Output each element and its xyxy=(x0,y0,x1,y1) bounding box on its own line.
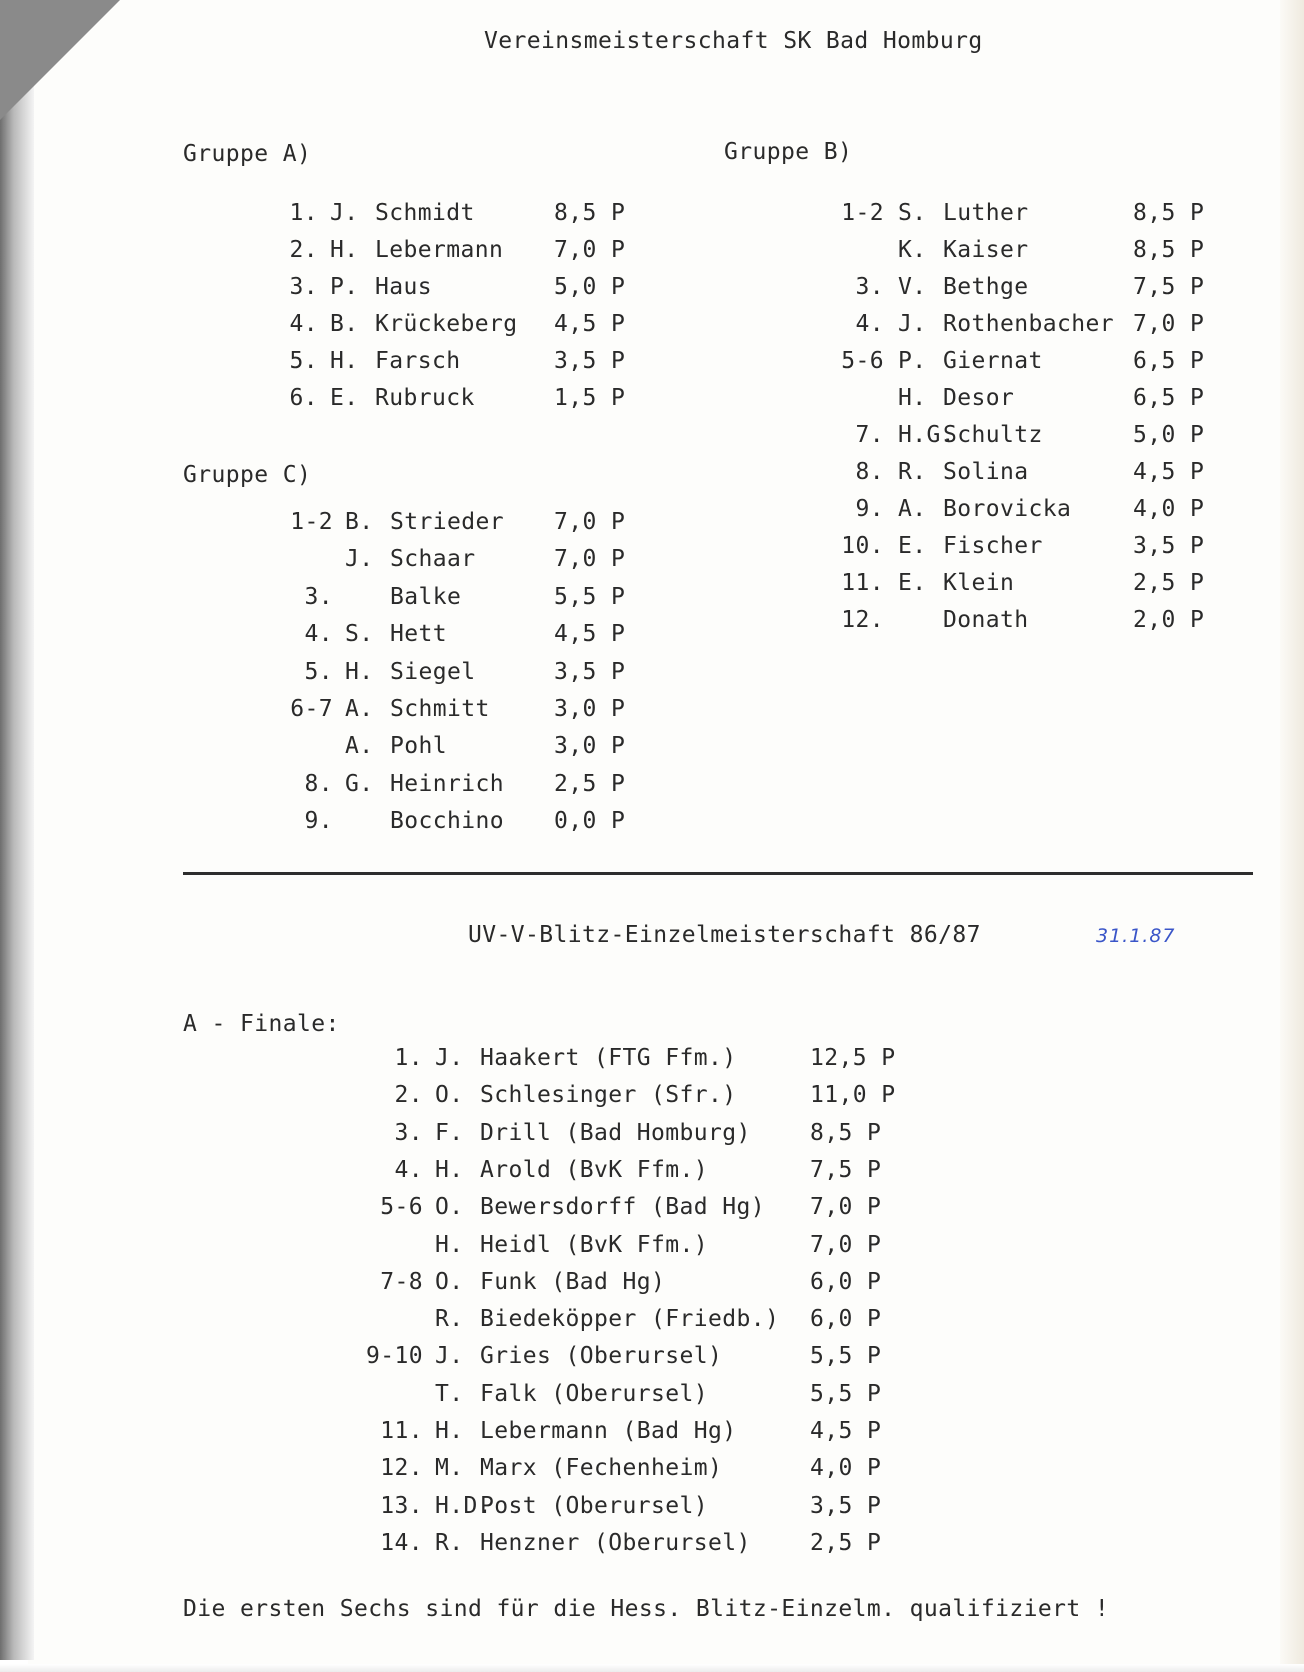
table-row xyxy=(0,735,1304,765)
initial-cell: J. xyxy=(435,1343,464,1370)
points-cell: 0,0 P xyxy=(554,808,626,835)
rank-cell: 5-6 xyxy=(380,1194,423,1221)
rank-cell: 3. xyxy=(304,583,333,610)
points-cell: 4,5 P xyxy=(554,621,626,648)
points-cell: 3,5 P xyxy=(554,348,626,374)
initial-cell: H.G. xyxy=(898,422,955,448)
table-row xyxy=(0,511,1304,541)
name-cell: Strieder xyxy=(390,509,504,535)
name-cell: Borovicka xyxy=(943,496,1072,522)
initial-cell: F. xyxy=(435,1119,464,1146)
points-cell: 4,5 P xyxy=(810,1418,882,1444)
initial-cell: J. xyxy=(435,1045,464,1071)
name-cell: Bewersdorff (Bad Hg) xyxy=(480,1194,765,1221)
points-cell: 6,0 P xyxy=(810,1268,882,1295)
group-b-heading: Gruppe B) xyxy=(724,139,853,165)
page-title: Vereinsmeisterschaft SK Bad Homburg xyxy=(484,28,983,54)
name-cell: Haakert (FTG Ffm.) xyxy=(480,1045,737,1071)
initial-cell: T. xyxy=(435,1380,464,1407)
table-row xyxy=(0,623,1304,653)
initial-cell: H. xyxy=(435,1418,464,1444)
table-row xyxy=(0,350,1304,380)
table-row xyxy=(0,1380,1304,1413)
initial-cell: V. xyxy=(898,274,927,300)
initial-cell: R. xyxy=(435,1306,464,1333)
initial-cell: A. xyxy=(345,696,374,722)
points-cell: 3,5 P xyxy=(1133,533,1205,559)
table-row xyxy=(0,276,1304,306)
initial-cell: O. xyxy=(435,1082,464,1109)
points-cell: 8,5 P xyxy=(1133,237,1205,263)
footer-note: Die ersten Sechs sind für die Hess. Blitz-Einzelm. qualifiziert ! xyxy=(183,1596,1110,1622)
initial-cell: H. xyxy=(435,1231,464,1258)
rank-cell: 9-10 xyxy=(366,1343,423,1370)
points-cell: 6,5 P xyxy=(1133,348,1205,374)
initial-cell: B. xyxy=(345,509,374,535)
table-row xyxy=(0,461,1304,491)
rank-cell: 7-8 xyxy=(380,1268,423,1295)
name-cell: Schlesinger (Sfr.) xyxy=(480,1082,737,1109)
initial-cell: R. xyxy=(435,1529,464,1556)
rank-cell: 4. xyxy=(855,311,884,337)
name-cell: Henzner (Oberursel) xyxy=(480,1529,751,1556)
rank-cell: 10. xyxy=(841,533,884,559)
rank-cell: 11. xyxy=(380,1418,423,1444)
rank-cell: 5. xyxy=(289,348,318,374)
table-row xyxy=(0,1457,1304,1487)
points-cell: 5,5 P xyxy=(554,583,626,610)
initial-cell: M. xyxy=(435,1455,464,1482)
table-row xyxy=(0,239,1304,269)
rank-cell: 2. xyxy=(289,237,318,263)
initial-cell: E. xyxy=(898,570,927,596)
points-cell: 2,0 P xyxy=(1133,607,1205,633)
name-cell: Donath xyxy=(943,607,1029,633)
name-cell: Bethge xyxy=(943,274,1029,300)
table-row xyxy=(0,1308,1304,1338)
points-cell: 8,5 P xyxy=(810,1119,882,1146)
final-heading: A - Finale: xyxy=(183,1011,340,1037)
rank-cell: 6-7 xyxy=(290,696,333,722)
initial-cell: O. xyxy=(435,1194,464,1221)
points-cell: 6,0 P xyxy=(810,1306,882,1333)
initial-cell: J. xyxy=(898,311,927,337)
initial-cell: E. xyxy=(898,533,927,559)
table-row xyxy=(0,1492,1304,1525)
rank-cell: 9. xyxy=(304,808,333,835)
points-cell: 3,0 P xyxy=(554,696,626,722)
initial-cell: H. xyxy=(898,385,927,411)
initial-cell: R. xyxy=(898,459,927,485)
initial-cell: J. xyxy=(330,200,359,226)
name-cell: Rubruck xyxy=(375,385,475,411)
name-cell: Kaiser xyxy=(943,237,1029,263)
name-cell: Drill (Bad Homburg) xyxy=(480,1119,751,1146)
points-cell: 4,0 P xyxy=(1133,496,1205,522)
table-row xyxy=(0,810,1304,840)
initial-cell: A. xyxy=(345,733,374,760)
initial-cell: G. xyxy=(345,770,374,797)
initial-cell: H. xyxy=(330,237,359,263)
points-cell: 12,5 P xyxy=(810,1045,896,1071)
points-cell: 3,5 P xyxy=(810,1492,882,1519)
name-cell: Lebermann (Bad Hg) xyxy=(480,1418,737,1444)
rank-cell: 3. xyxy=(289,274,318,300)
rank-cell: 1. xyxy=(394,1045,423,1071)
table-row xyxy=(0,1268,1304,1301)
rank-cell: 3. xyxy=(855,274,884,300)
group-a-heading: Gruppe A) xyxy=(183,141,312,167)
table-row xyxy=(0,1345,1304,1375)
name-cell: Siegel xyxy=(390,658,476,685)
name-cell: Desor xyxy=(943,385,1015,411)
section-divider xyxy=(183,872,1253,875)
points-cell: 7,0 P xyxy=(810,1231,882,1258)
points-cell: 5,0 P xyxy=(554,274,626,300)
points-cell: 8,5 P xyxy=(1133,200,1205,226)
rank-cell: 12. xyxy=(841,607,884,633)
initial-cell: H. xyxy=(330,348,359,374)
name-cell: Arold (BvK Ffm.) xyxy=(480,1156,708,1183)
rank-cell: 3. xyxy=(394,1119,423,1146)
points-cell: 1,5 P xyxy=(554,385,626,411)
name-cell: Giernat xyxy=(943,348,1043,374)
name-cell: Schultz xyxy=(943,422,1043,448)
table-row xyxy=(0,387,1304,417)
name-cell: Lebermann xyxy=(375,237,504,263)
initial-cell: A. xyxy=(898,496,927,522)
initial-cell: H.D. xyxy=(435,1492,492,1519)
name-cell: Klein xyxy=(943,570,1015,596)
initial-cell: H. xyxy=(435,1156,464,1183)
points-cell: 2,5 P xyxy=(810,1529,882,1556)
initial-cell: P. xyxy=(898,348,927,374)
initial-cell: J. xyxy=(345,546,374,573)
points-cell: 6,5 P xyxy=(1133,385,1205,411)
name-cell: Krückeberg xyxy=(375,311,518,337)
points-cell: 7,5 P xyxy=(1133,274,1205,300)
rank-cell: 2. xyxy=(394,1082,423,1109)
initial-cell: S. xyxy=(345,621,374,648)
table-row xyxy=(0,658,1304,691)
page-bottom-edge xyxy=(0,1664,1304,1672)
name-cell: Heinrich xyxy=(390,770,504,797)
folded-corner xyxy=(0,0,120,120)
table-row xyxy=(0,770,1304,803)
name-cell: Farsch xyxy=(375,348,461,374)
name-cell: Schmitt xyxy=(390,696,490,722)
group-c-heading: Gruppe C) xyxy=(183,462,312,488)
name-cell: Solina xyxy=(943,459,1029,485)
points-cell: 3,5 P xyxy=(554,658,626,685)
points-cell: 7,0 P xyxy=(1133,311,1205,337)
name-cell: Pohl xyxy=(390,733,447,760)
initial-cell: O. xyxy=(435,1268,464,1295)
points-cell: 7,0 P xyxy=(810,1194,882,1221)
points-cell: 4,0 P xyxy=(810,1455,882,1482)
points-cell: 11,0 P xyxy=(810,1082,896,1109)
rank-cell: 1-2 xyxy=(290,509,333,535)
rank-cell: 6. xyxy=(289,385,318,411)
name-cell: Balke xyxy=(390,583,462,610)
table-row xyxy=(0,698,1304,728)
name-cell: Schaar xyxy=(390,546,476,573)
table-row xyxy=(0,1084,1304,1114)
points-cell: 5,5 P xyxy=(810,1343,882,1370)
rank-cell: 13. xyxy=(380,1492,423,1519)
name-cell: Fischer xyxy=(943,533,1043,559)
points-cell: 4,5 P xyxy=(1133,459,1205,485)
initial-cell: S. xyxy=(898,200,927,226)
name-cell: Rothenbacher xyxy=(943,311,1114,337)
table-row xyxy=(0,1196,1304,1226)
name-cell: Marx (Fechenheim) xyxy=(480,1455,723,1482)
table-row xyxy=(0,1231,1304,1264)
rank-cell: 4. xyxy=(289,311,318,337)
rank-cell: 1-2 xyxy=(841,200,884,226)
initial-cell: K. xyxy=(898,237,927,263)
points-cell: 8,5 P xyxy=(554,200,626,226)
name-cell: Bocchino xyxy=(390,808,504,835)
name-cell: Luther xyxy=(943,200,1029,226)
rank-cell: 14. xyxy=(380,1529,423,1556)
name-cell: Haus xyxy=(375,274,432,300)
points-cell: 5,5 P xyxy=(810,1380,882,1407)
initial-cell: E. xyxy=(330,385,359,411)
rank-cell: 4. xyxy=(304,621,333,648)
rank-cell: 8. xyxy=(855,459,884,485)
rank-cell: 1. xyxy=(289,200,318,226)
handwritten-date: 31.1.87 xyxy=(1096,925,1176,947)
points-cell: 5,0 P xyxy=(1133,422,1205,448)
name-cell: Post (Oberursel) xyxy=(480,1492,708,1519)
name-cell: Schmidt xyxy=(375,200,475,226)
table-row xyxy=(0,202,1304,232)
table-row xyxy=(0,1119,1304,1152)
rank-cell: 4. xyxy=(394,1156,423,1183)
rank-cell: 5-6 xyxy=(841,348,884,374)
points-cell: 4,5 P xyxy=(554,311,626,337)
name-cell: Falk (Oberursel) xyxy=(480,1380,708,1407)
points-cell: 7,0 P xyxy=(554,546,626,573)
rank-cell: 11. xyxy=(841,570,884,596)
points-cell: 7,0 P xyxy=(554,509,626,535)
points-cell: 3,0 P xyxy=(554,733,626,760)
rank-cell: 9. xyxy=(855,496,884,522)
table-row xyxy=(0,1529,1304,1562)
name-cell: Heidl (BvK Ffm.) xyxy=(480,1231,708,1258)
name-cell: Gries (Oberursel) xyxy=(480,1343,723,1370)
initial-cell: P. xyxy=(330,274,359,300)
initial-cell: H. xyxy=(345,658,374,685)
rank-cell: 5. xyxy=(304,658,333,685)
points-cell: 2,5 P xyxy=(554,770,626,797)
points-cell: 7,5 P xyxy=(810,1156,882,1183)
rank-cell: 12. xyxy=(380,1455,423,1482)
table-row xyxy=(0,548,1304,578)
points-cell: 7,0 P xyxy=(554,237,626,263)
table-row xyxy=(0,1156,1304,1189)
table-row xyxy=(0,1047,1304,1077)
name-cell: Funk (Bad Hg) xyxy=(480,1268,666,1295)
table-row xyxy=(0,424,1304,454)
table-row xyxy=(0,313,1304,343)
rank-cell: 7. xyxy=(855,422,884,448)
points-cell: 2,5 P xyxy=(1133,570,1205,596)
name-cell: Hett xyxy=(390,621,447,648)
name-cell: Biedeköpper (Friedb.) xyxy=(480,1306,780,1333)
rank-cell: 8. xyxy=(304,770,333,797)
blitz-title: UV-V-Blitz-Einzelmeisterschaft 86/87 xyxy=(468,922,981,948)
table-row xyxy=(0,1420,1304,1450)
initial-cell: B. xyxy=(330,311,359,337)
